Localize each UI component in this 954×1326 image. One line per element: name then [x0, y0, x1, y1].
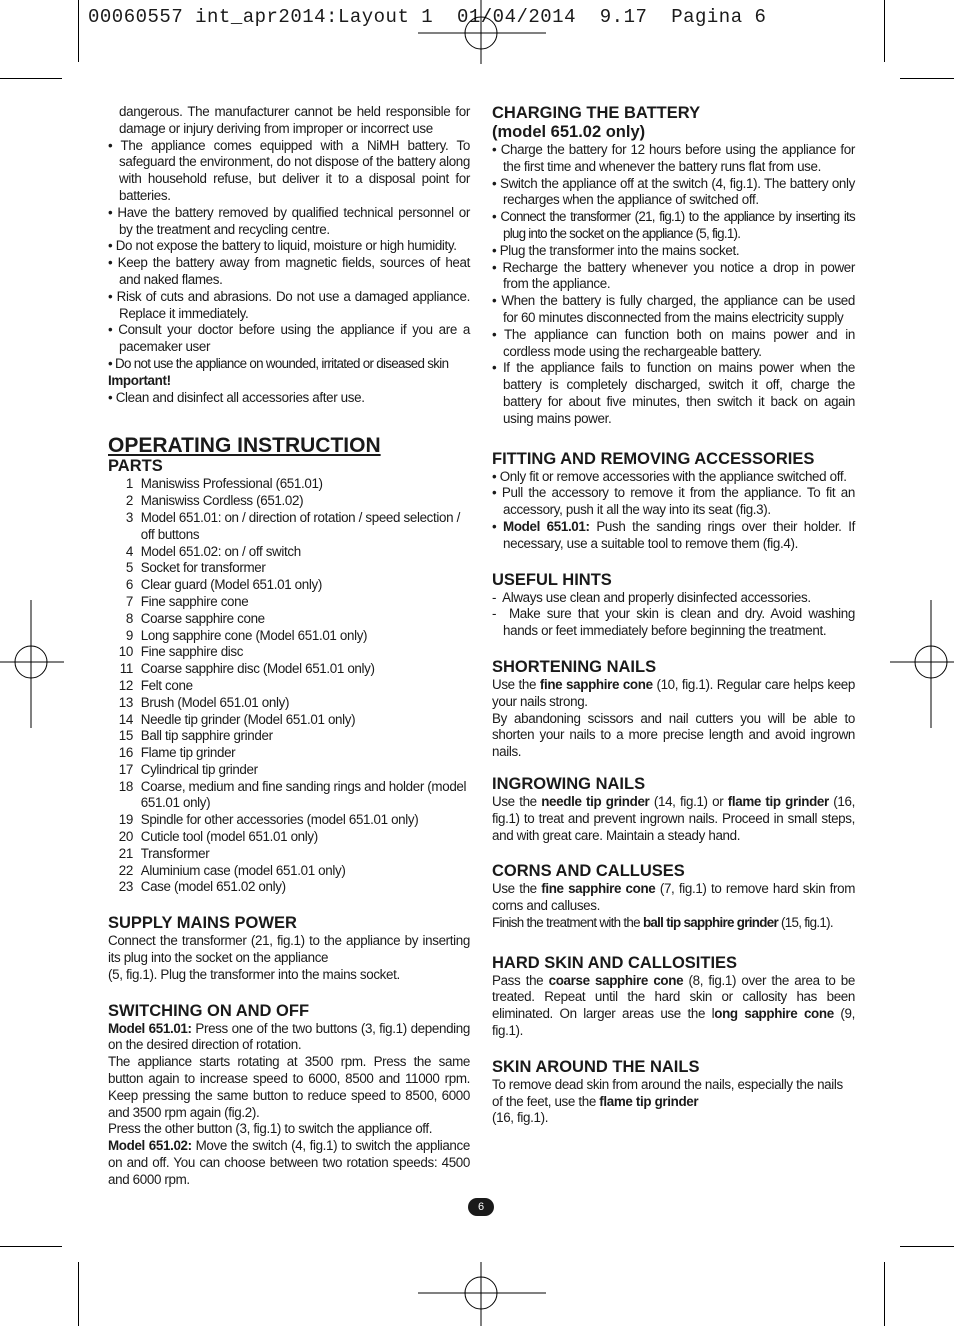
important-bullet: • Clean and disinfect all accessories after use. [108, 389, 365, 405]
switching-on-off-title: SWITCHING ON AND OFF [108, 1001, 310, 1020]
crop-mark [78, 0, 79, 62]
safety-bullet: • The appliance comes equipped with a NiMH battery. To safeguard the environment, do not dispose of the battery along with household refuse, but deliver it to a disposal point for batteries. [108, 137, 470, 203]
part-number: 6 [125, 577, 133, 593]
fitting-bullet: • Only fit or remove accessories with the appliance switched off. [492, 468, 847, 484]
parts-list-item [108, 879, 470, 896]
ingrowing-nails-title: INGROWING NAILS [492, 774, 646, 793]
part-label: Model 651.02: on / off switch [140, 543, 301, 559]
part-number: 11 [119, 661, 133, 677]
parts-list-item [108, 577, 470, 594]
part-label: Fine sapphire cone [140, 593, 249, 609]
charging-bullet: • Connect the transformer (21, fig.1) to the appliance by inserting its plug into the socket on the appliance (5, fig.1). [492, 209, 855, 241]
safety-bullet: • Have the battery removed by qualified technical personnel or by the treatment and recycling centre. [108, 204, 470, 237]
part-number: 13 [118, 694, 133, 710]
part-number: 10 [118, 644, 133, 660]
skin-around-nails-title: SKIN AROUND THE NAILS [492, 1057, 700, 1076]
corns-paragraph: Use the fine sapphire cone (7, fig.1) to remove hard skin from corns and calluses. [492, 881, 855, 914]
charging-bullet: • Switch the appliance off at the switch (4, fig.1). The battery only recharges when the appliance of switched off. [492, 175, 855, 208]
parts-list-item [108, 846, 470, 863]
part-number: 17 [118, 761, 133, 777]
registration-mark-top [418, 0, 546, 64]
parts-list-item [108, 762, 470, 779]
charging-bullet: • Charge the battery for 12 hours before using the appliance for the first time and whenever the battery runs flat from use. [492, 142, 855, 174]
useful-hints-title: USEFUL HINTS [492, 570, 612, 589]
charging-bullet: • The appliance can function both on mains power and in cordless mode using the rechargeable battery. [492, 326, 855, 359]
part-number: 9 [125, 627, 133, 643]
part-label: Needle tip grinder (Model 651.01 only) [140, 711, 356, 727]
parts-list-item [108, 594, 470, 611]
part-label: Felt cone [140, 677, 193, 693]
parts-list-item [108, 510, 470, 544]
parts-list-item [108, 544, 470, 561]
parts-list-item [108, 476, 470, 493]
safety-bullet: • Consult your doctor before using the appliance if you are a pacemaker user [108, 322, 470, 355]
part-number: 22 [118, 862, 133, 878]
corns-paragraph: Finish the treatment with the ball tip sapphire grinder (15, fig.1). [492, 914, 833, 930]
part-label: Fine sapphire disc [140, 644, 244, 660]
charging-bullet: • Plug the transformer into the mains socket. [492, 242, 740, 258]
switching-paragraph: The appliance starts rotating at 3500 rpm. Press the same button again to increase speed to 6000, 8500 and 11000 rpm. Keep pressing the same button to reduce speed to 8500, 6000 and 3500 rpm again (fig.2). [108, 1054, 470, 1120]
part-label: Flame tip grinder [140, 745, 236, 761]
parts-list-item [108, 712, 470, 729]
skin-around-paragraph: To remove dead skin from around the nails, especially the nails of the feet, use the flame tip grinder (16, fig.1). [492, 1076, 843, 1126]
part-label: Aluminium case (model 651.01 only) [140, 862, 346, 878]
safety-bullet: • Do not use the appliance on wounded, irritated or diseased skin [108, 355, 449, 371]
supply-paragraph: (5, fig.1). Plug the transformer into the mains socket. [108, 966, 400, 982]
parts-list-item [108, 628, 470, 645]
parts-list-item [108, 678, 470, 695]
part-number: 5 [125, 560, 133, 576]
registration-mark-bottom [418, 1262, 546, 1326]
part-label: Cylindrical tip grinder [140, 761, 258, 777]
operating-instruction-title: OPERATING INSTRUCTION [108, 434, 381, 458]
part-number: 20 [118, 829, 133, 845]
hint-item: - Always use clean and properly disinfected accessories. [492, 589, 811, 605]
supply-mains-power-title: SUPPLY MAINS POWER [108, 914, 297, 933]
part-number: 14 [118, 711, 133, 727]
safety-continuation: dangerous. The manufacturer cannot be held responsible for damage or injury deriving from improper or incorrect use [119, 104, 470, 136]
fitting-bullet: • Model 651.01: Push the sanding rings over their holder. If necessary, use a suitable tool to remove them (fig.4). [492, 518, 855, 551]
registration-mark-right [890, 600, 954, 728]
part-number: 8 [125, 610, 133, 626]
part-label: Ball tip sapphire grinder [140, 728, 273, 744]
part-label: Brush (Model 651.01 only) [140, 694, 290, 710]
part-label: Maniswiss Professional (651.01) [140, 476, 323, 492]
parts-list-item [108, 829, 470, 846]
charging-bullet: • When the battery is fully charged, the appliance can be used for 60 minutes disconnected from the mains electricity supply [492, 293, 856, 325]
part-number: 1 [125, 476, 133, 492]
part-label: Clear guard (Model 651.01 only) [140, 577, 322, 593]
shortening-paragraph: Use the fine sapphire cone (10, fig.1). Regular care helps keep your nails strong. [492, 676, 855, 709]
supply-paragraph: Connect the transformer (21, fig.1) to the appliance by inserting its plug into the socket on the appliance [108, 933, 470, 966]
left-column [108, 104, 470, 1189]
safety-bullet: • Do not expose the battery to liquid, moisture or high humidity. [108, 238, 457, 254]
crop-mark [884, 0, 885, 62]
important-label: Important! [108, 372, 171, 388]
parts-list-item [108, 695, 470, 712]
shortening-paragraph: By abandoning scissors and nail cutters you will be able to shorten your nails to a more precise length and avoid ingrown nails. [492, 710, 855, 760]
crop-mark [0, 78, 62, 79]
switching-model-651-02: Model 651.02: Move the switch (4, fig.1) to switch the appliance on and off. You can choose between two rotation speeds: 4500 and 6000 rpm. [108, 1138, 470, 1187]
part-label: Coarse sapphire disc (Model 651.01 only) [140, 661, 375, 677]
fitting-removing-title: FITTING AND REMOVING ACCESSORIES [492, 449, 815, 468]
parts-list-item [108, 779, 470, 813]
part-number: 16 [118, 745, 133, 761]
parts-list-item [108, 644, 470, 661]
crop-mark [900, 1246, 954, 1247]
hint-item: - Make sure that your skin is clean and dry. Avoid washing hands or feet immediately before beginning the treatment. [492, 606, 855, 639]
parts-list-item [108, 812, 470, 829]
switching-model-651-01: Model 651.01: Press one of the two buttons (3, fig.1) depending on the desired direction of rotation. [108, 1020, 470, 1053]
part-label: Coarse sapphire cone [140, 610, 265, 626]
part-label: Spindle for other accessories (model 651.01 only) [140, 812, 419, 828]
right-column [492, 104, 855, 1127]
parts-list-item [108, 493, 470, 510]
part-number: 23 [118, 879, 133, 895]
parts-list-item [108, 661, 470, 678]
safety-bullet: • Risk of cuts and abrasions. Do not use a damaged appliance. Replace it immediately. [108, 288, 470, 321]
part-number: 19 [118, 812, 133, 828]
part-number: 18 [118, 778, 133, 794]
part-label: Socket for transformer [140, 560, 266, 576]
part-label: Coarse, medium and fine sanding rings and holder (model 651.01 only) [140, 778, 467, 811]
charging-bullet: • If the appliance fails to function on mains power when the battery is completely discharged, switch it off, charge the battery for about five minutes, then switch it back on again using mains power. [492, 360, 855, 426]
charging-battery-title: CHARGING THE BATTERY (model 651.02 only) [492, 104, 701, 141]
parts-list-item [108, 728, 470, 745]
part-label: Transformer [140, 845, 210, 861]
part-number: 12 [118, 677, 133, 693]
charging-bullet: • Recharge the battery whenever you notice a drop in power from the appliance. [492, 259, 855, 292]
parts-list [108, 476, 470, 896]
part-label: Maniswiss Cordless (651.02) [140, 493, 304, 509]
parts-title: PARTS [108, 457, 163, 476]
page-number: 6 [468, 1198, 494, 1216]
crop-mark [0, 1246, 62, 1247]
hard-skin-paragraph: Pass the coarse sapphire cone (8, fig.1) over the area to be treated. Repeat until the hard skin or callosity has been eliminated. On larger areas use the long sapphire cone (9, fig.1). [492, 972, 856, 1039]
crop-mark [78, 1262, 79, 1326]
shortening-nails-title: SHORTENING NAILS [492, 657, 657, 676]
corns-calluses-title: CORNS AND CALLUSES [492, 862, 685, 881]
parts-list-item [108, 611, 470, 628]
safety-bullet: • Keep the battery away from magnetic fields, sources of heat and naked flames. [108, 255, 470, 287]
part-number: 21 [118, 845, 133, 861]
parts-list-item [108, 745, 470, 762]
parts-list-item [108, 560, 470, 577]
part-label: Long sapphire cone (Model 651.01 only) [140, 627, 368, 643]
part-label: Model 651.01: on / direction of rotation / speed selection / off buttons [140, 509, 460, 542]
part-number: 3 [125, 509, 133, 525]
hard-skin-title: HARD SKIN AND CALLOSITIES [492, 953, 738, 972]
crop-mark [900, 78, 954, 79]
switching-paragraph: Press the other button (3, fig.1) to switch the appliance off. [108, 1121, 433, 1137]
registration-mark-left [0, 600, 64, 728]
part-label: Case (model 651.02 only) [140, 879, 286, 895]
part-label: Cuticle tool (model 651.01 only) [140, 829, 318, 845]
crop-mark [884, 1262, 885, 1326]
charging-bullets [492, 142, 855, 428]
part-number: 7 [125, 593, 133, 609]
part-number: 15 [118, 728, 133, 744]
part-number: 2 [125, 493, 133, 509]
parts-list-item [108, 863, 470, 880]
part-number: 4 [125, 543, 133, 559]
fitting-bullet: • Pull the accessory to remove it from the appliance. To fit an accessory, push it all the way into its seat (fig.3). [492, 485, 855, 518]
ingrowing-paragraph: Use the needle tip grinder (14, fig.1) or flame tip grinder (16, fig.1) to treat and prevent ingrown nails. Proceed in small steps, and with great care. Maintain a steady hand. [492, 793, 855, 843]
printer-slug: 00060557 int_apr2014:Layout 1 01/04/2014 9.17 Pagina 6 [88, 6, 767, 28]
